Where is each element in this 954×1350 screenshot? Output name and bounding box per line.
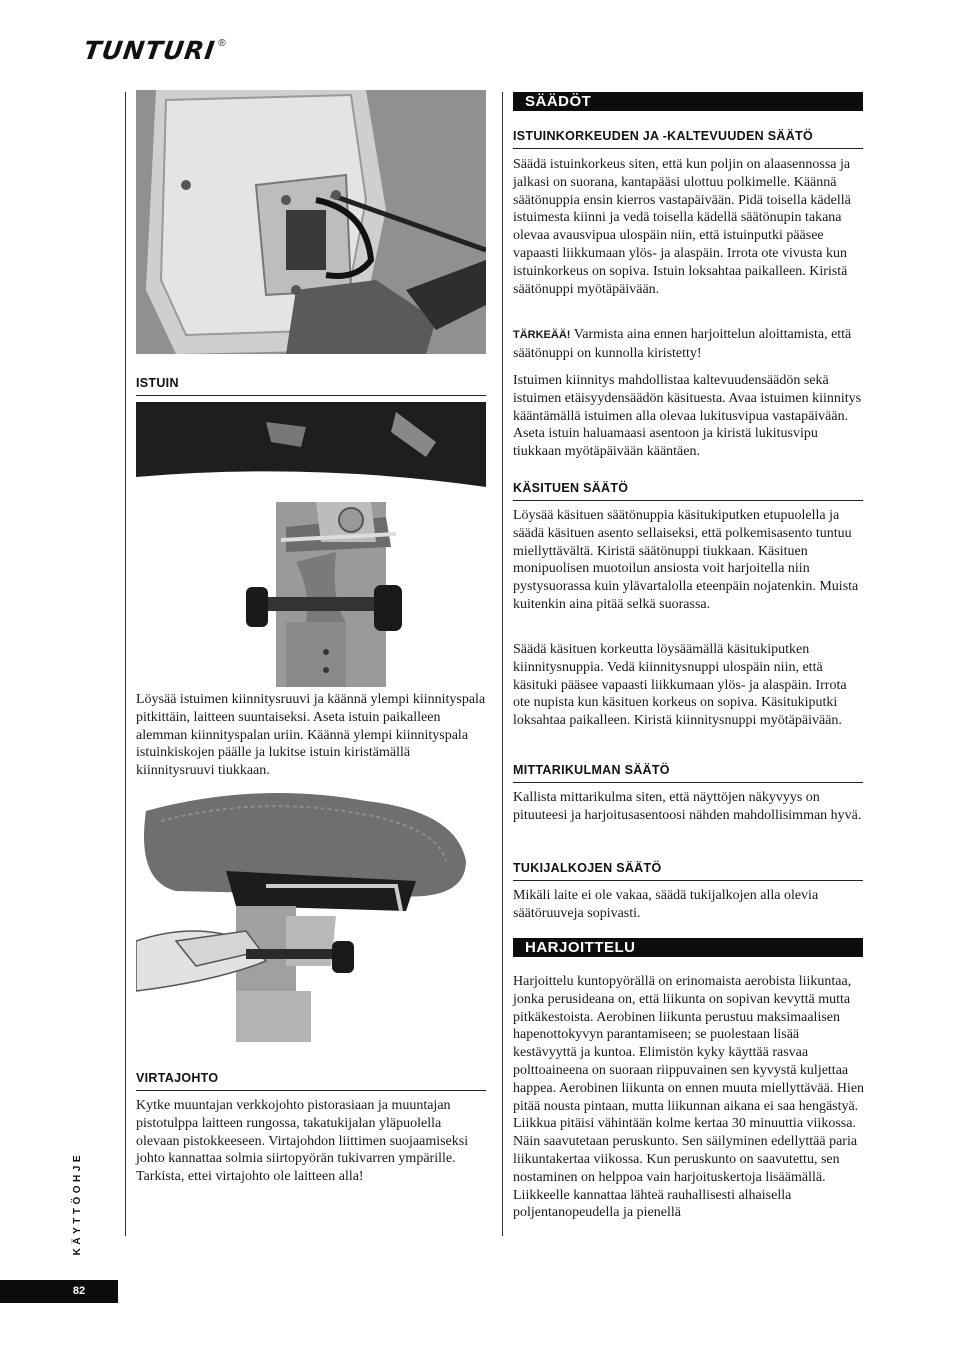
section-harjoittelu: HARJOITTELU (513, 938, 863, 957)
right-column-rule (502, 92, 503, 1236)
page-number: 82 (0, 1280, 118, 1303)
tukijalka-text: Mikäli laite ei ole vakaa, säädä tukijalkojen alla olevia säätöruuveja sopivasti. (513, 888, 819, 921)
heading-mittarikulma: MITTARIKULMAN SÄÄTÖ (513, 763, 863, 783)
saddle-adjustment-photo (136, 791, 486, 1042)
kasituki-text-1: Löysää käsituen säätönuppia käsitukiputken etupuolella ja säädä käsituen asento sellaiseksi, että polkemisasento tuntuu miellyttävältä. Kiristä säätönuppi tiukkaan. Käsituen monipuolisen muotoilun ansiosta voit harjoitella niin pystysuorassa kuin ylävartalolla eteenpäin nojatenkin. Muista kuitenkin aina pitää selkä suorassa. (513, 508, 859, 612)
mittarikulma-text: Kallista mittarikulma siten, että näyttöjen näkyvyys on pituuteesi ja harjoitusasentoosi nähden mahdollisimman hyvä. (513, 790, 862, 823)
left-column-rule (125, 92, 126, 1236)
registered-mark: ® (218, 38, 226, 49)
tarkeaa-text: Varmista aina ennen harjoittelun aloittamista, että säätönuppi on kunnolla kiristetty! (513, 327, 852, 361)
istuin-text: Löysää istuimen kiinnitysruuvi ja käännä ylempi kiinnityspala pitkittäin, laitteen suuntaiseksi. Aseta istuin paikalleen alemman kiinnityspalan uriin. Käännä ylempi kiinnityspala istuinkiskojen päälle ja lukitse istuin kiristämällä kiinnitysruuvi tiukkaan. (136, 692, 486, 779)
tunturi-logo (81, 36, 226, 65)
seat-mount-photo (136, 402, 486, 687)
side-label-kayttoohje: KÄYTTÖOHJE (72, 1152, 83, 1256)
virtajohto-text: Kytke muuntajan verkkojohto pistorasiaan ja muuntajan pistotulppa laitteen rungossa, takatukijalan yläpuolella olevaan pistokkeeseen. Virtajohdon liittimen suojaamiseksi johto kannattaa solmia siirtopyörän tukivarren ympärille. Tarkista, ettei virtajohto ole laitteen alla! (136, 1098, 469, 1185)
kasituki-text-2: Säädä käsituen korkeutta löysäämällä käsitukiputken kiinnitysnuppia. Vedä kiinnitysnuppi ulospäin niin, että käsituki pääsee vapaasti liikkumaan ylös- ja alaspäin. Irrota ote nupista kun käsituen korkeus on sopiva. Käsitukiputki loksahtaa paikalleen. Kiristä kiinnitysnuppi myötäpäivään. (513, 642, 847, 729)
console-adjustment-photo (136, 90, 486, 354)
harjoittelu-text: Harjoittelu kuntopyörällä on erinomaista aerobista liikuntaa, jonka perusideana on, että liikunta on sopivan kevyttä mutta pitkäkestoista. Aerobinen liikunta perustuu maksimaalisen hapenottokyvyn parantamiseen; se puolestaan lisää kestävyyttä ja kuntoa. Elimistön kyky käyttää rasvaa polttoaineena on suoraan riippuvainen sen kyvystä kuljettaa happea. Aerobinen liikunta on ennen muuta miellyttävää. Hien pitää nousta pintaan, mutta liikunnan aikana ei saa hengästyä. Liikkua pitäisi vähintään kolme kertaa 30 minuuttia viikossa. Näin saavutetaan peruskunto. Sen säilyminen edellyttää paria liikuntakertaa viikossa. Kun peruskunto on saavutettu, sen nostaminen on helppoa vain harjoituskertoja lisäämällä. Liikkeelle kannattaa lähteä rauhallisesti alhaisella poljentanopeudella ja pienellä (513, 974, 865, 1221)
heading-istuin: ISTUIN (136, 376, 486, 396)
heading-kasituki: KÄSITUEN SÄÄTÖ (513, 481, 863, 501)
section-saadot: SÄÄDÖT (513, 92, 863, 111)
tarkeaa-label: TÄRKEÄÄ! (513, 329, 571, 341)
heading-tukijalka: TUKIJALKOJEN SÄÄTÖ (513, 861, 863, 881)
kaltevuus-text: Istuimen kiinnitys mahdollistaa kaltevuudensäädön sekä istuimen etäisyydensäädön käsituesta. Avaa istuimen kiinnitys kääntämällä istuimen alla olevaa lukitusvipua vastapäivään. Aseta istuin haluamaasi asentoon ja kiristä lukitusvipu tiukkaan myötäpäivään kääntäen. (513, 373, 862, 460)
istuinkorkeus-text: Säädä istuinkorkeus siten, että kun poljin on alaasennossa ja jalkasi on suorana, kantapääsi ulottuu polkimelle. Käännä säätönuppia ensin kierros vastapäivään. Pidä toisella kädellä istuimesta kiinni ja vedä toisella kädellä säätönupin takana olevaa avausvipua ulospäin niin, että istuinputki pääsee vapaasti liikkumaan ylös- ja alaspäin. Irrota ote vivusta kun istuinkorkeus on sopiva. Istuin loksahtaa paikalleen. Kiristä säätönuppi myötäpäivään. (513, 157, 851, 297)
heading-virtajohto: VIRTAJOHTO (136, 1071, 486, 1091)
heading-istuinkorkeus: ISTUINKORKEUDEN JA -KALTEVUUDEN SÄÄTÖ (513, 129, 863, 149)
logo-text: TUNTURI (81, 36, 218, 65)
tarkeaa-note (513, 326, 865, 363)
